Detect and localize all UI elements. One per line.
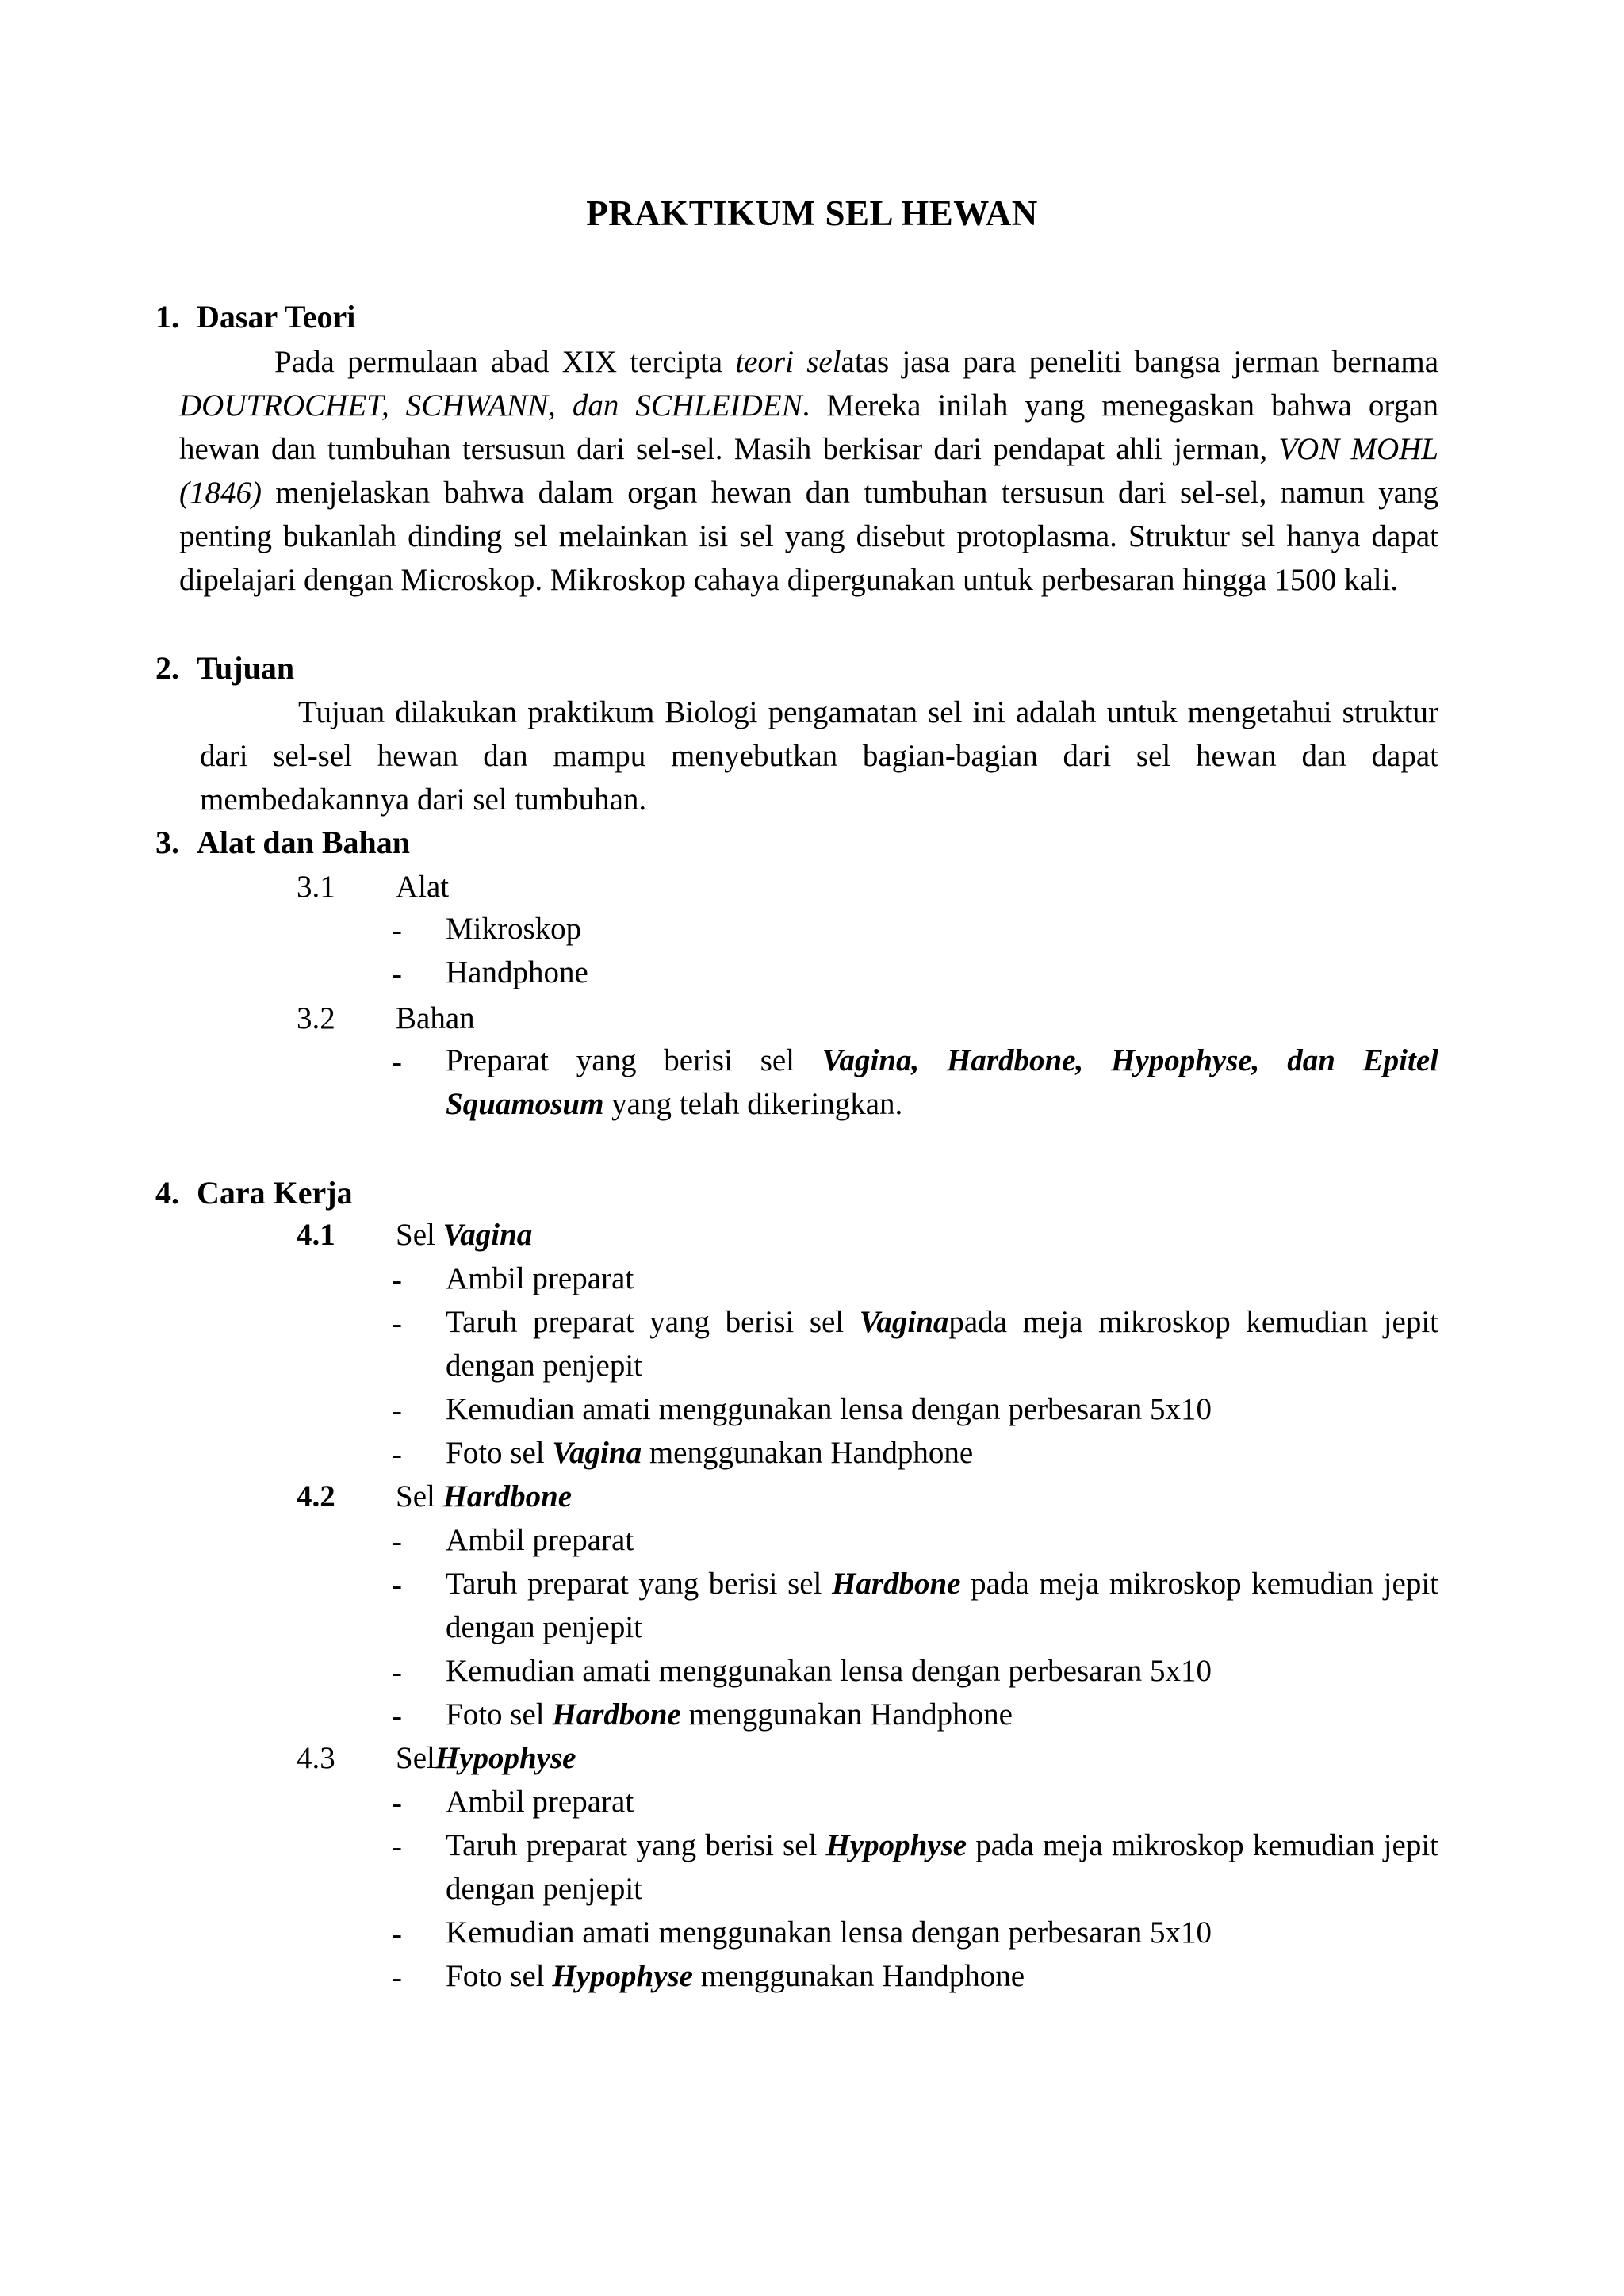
list-bullet: - <box>392 957 402 991</box>
list-item: Kemudian amati menggunakan lensa dengan perbesaran 5x10 <box>446 1392 1212 1426</box>
text-run: Tujuan dilakukan praktikum Biologi pengamatan sel ini adalah untuk mengetahui struktur dari sel-sel hewan dan mampu menyebutkan bagian-bagian dari sel hewan dan dapat membedakannya dari sel tumbuhan. <box>200 695 1438 817</box>
section-title: Tujuan <box>197 650 295 686</box>
page-title: PRAKTIKUM SEL HEWAN <box>586 193 1038 233</box>
text-run: Sel <box>396 1741 435 1775</box>
subsection-title-hypophyse <box>396 1740 576 1776</box>
section-title: Alat dan Bahan <box>197 825 410 860</box>
text-run: menjelaskan bahwa dalam organ hewan dan tumbuhan tersusun dari sel-sel, namun yang penting bukanlah dinding sel melainkan isi sel yang disebut protoplasma. Struktur sel hanya dapat dipelajari dengan Microskop. Mikroskop cahaya dipergunakan untuk perbesaran hingga 1500 kali. <box>179 476 1438 597</box>
section-title: Dasar Teori <box>197 299 356 335</box>
section-number: 3. <box>155 825 179 860</box>
text-run: . Mereka inilah yang menegaskan bahwa organ hewan dan tumbuhan tersusun dari sel-sel. Masih berkisar dari pendapat ahli jerman, <box>179 388 1438 466</box>
list-item: Kemudian amati menggunakan lensa dengan perbesaran 5x10 <box>446 1915 1212 1950</box>
specimen-name: Vagina <box>552 1436 642 1470</box>
subsection-title-hardbone <box>396 1479 572 1514</box>
list-bullet: - <box>392 1917 402 1951</box>
list-item <box>446 1039 1438 1126</box>
section-number: 1. <box>155 299 179 335</box>
section-heading-alat-bahan <box>155 824 410 861</box>
list-bullet: - <box>392 1830 402 1864</box>
text-run: Taruh preparat yang berisi sel <box>446 1828 826 1862</box>
specimen-name: Hypophyse <box>435 1741 576 1775</box>
section-title: Cara Kerja <box>197 1175 353 1211</box>
text-run: pada meja mikroskop kemudian jepit dengan penjepit <box>446 1305 1438 1383</box>
specimen-name: Vagina <box>442 1218 533 1252</box>
text-run: pada meja mikroskop kemudian jepit dengan penjepit <box>446 1828 1439 1906</box>
list-bullet: - <box>392 1307 402 1341</box>
text-run: Taruh preparat yang berisi sel <box>446 1567 833 1601</box>
section-number: 4. <box>155 1175 179 1211</box>
list-item: Kemudian amati menggunakan lensa dengan perbesaran 5x10 <box>446 1654 1212 1688</box>
specimen-name: Vagina <box>859 1305 949 1339</box>
text-run: Pada permulaan abad XIX tercipta <box>274 345 736 379</box>
list-item: Ambil preparat <box>446 1523 634 1557</box>
subsection-title-alat: Alat <box>396 870 450 904</box>
section-number: 2. <box>155 650 179 686</box>
list-item <box>446 1693 1438 1736</box>
italic-name: VON MOHL (1846) <box>179 432 1438 510</box>
subsection-title-vagina <box>396 1217 532 1253</box>
list-bullet: - <box>392 1437 402 1471</box>
list-item: Mikroskop <box>446 912 582 946</box>
italic-names: DOUTROCHET, SCHWANN, dan SCHLEIDEN <box>179 388 802 423</box>
list-item: Ambil preparat <box>446 1261 634 1295</box>
specimen-name: Hardbone <box>552 1697 681 1732</box>
specimen-names: Vagina, Hardbone, Hypophyse, dan Epitel Squamosum <box>446 1043 1438 1121</box>
list-bullet: - <box>392 1568 402 1602</box>
text-run: pada meja mikroskop kemudian jepit dengan penjepit <box>446 1567 1439 1644</box>
specimen-name: Hypophyse <box>825 1828 967 1862</box>
text-run: Foto sel <box>446 1697 553 1732</box>
subsection-number: 4.2 <box>297 1479 335 1513</box>
list-item <box>446 1562 1438 1649</box>
list-bullet: - <box>392 1655 402 1689</box>
text-run: atas jasa para peneliti bangsa jerman bernama <box>841 345 1438 379</box>
section-heading-dasar-teori <box>155 298 355 335</box>
tujuan-paragraph <box>200 691 1438 821</box>
text-run: menggunakan Handphone <box>693 1959 1025 1993</box>
subsection-number: 4.3 <box>297 1741 335 1775</box>
text-run: menggunakan Handphone <box>680 1697 1013 1732</box>
specimen-name: Hypophyse <box>552 1959 693 1993</box>
section-heading-cara-kerja <box>155 1174 353 1211</box>
text-run: yang telah dikeringkan. <box>603 1087 903 1121</box>
text-run: Sel <box>396 1479 443 1513</box>
list-item: Ambil preparat <box>446 1785 634 1819</box>
list-bullet: - <box>392 1786 402 1820</box>
text-run: Foto sel <box>446 1959 553 1993</box>
list-bullet: - <box>392 1263 402 1297</box>
text-run: Taruh preparat yang berisi sel <box>446 1305 860 1339</box>
subsection-number: 3.1 <box>297 870 335 904</box>
list-item: Handphone <box>446 955 588 989</box>
subsection-number: 4.1 <box>297 1218 335 1252</box>
specimen-name: Hardbone <box>832 1567 961 1601</box>
list-bullet: - <box>392 913 402 947</box>
list-bullet: - <box>392 1525 402 1559</box>
list-item <box>446 1823 1438 1911</box>
subsection-title-bahan: Bahan <box>396 1001 475 1035</box>
section-heading-tujuan <box>155 649 294 687</box>
italic-term: teori sel <box>735 345 841 379</box>
text-run: Foto sel <box>446 1436 553 1470</box>
text-run: Preparat yang berisi sel <box>446 1043 822 1077</box>
list-bullet: - <box>392 1961 402 1995</box>
specimen-name: Hardbone <box>442 1479 573 1513</box>
list-bullet: - <box>392 1045 402 1079</box>
list-bullet: - <box>392 1394 402 1428</box>
list-item <box>446 1954 1438 1998</box>
list-item <box>446 1300 1438 1387</box>
text-run: Sel <box>396 1218 443 1252</box>
text-run: menggunakan Handphone <box>642 1436 974 1470</box>
list-bullet: - <box>392 1699 402 1733</box>
list-item <box>446 1431 1438 1475</box>
dasar-teori-paragraph <box>179 340 1438 602</box>
subsection-number: 3.2 <box>297 1001 335 1035</box>
